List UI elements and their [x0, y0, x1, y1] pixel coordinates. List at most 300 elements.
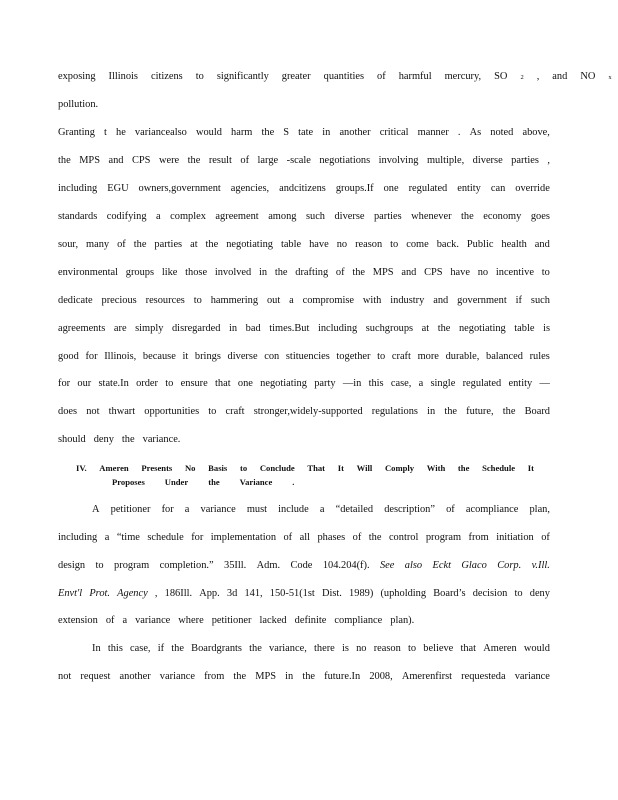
word: have	[309, 239, 329, 250]
word: implementation	[210, 532, 277, 543]
word: of	[377, 71, 386, 82]
heading-word: IV.	[76, 463, 87, 473]
word: environmental	[58, 267, 119, 278]
heading-word: Under	[164, 477, 189, 487]
word: whenever	[411, 211, 452, 222]
word: would	[195, 127, 222, 138]
word: agreement	[215, 211, 259, 222]
word: parties	[154, 239, 183, 250]
text-line	[58, 71, 612, 82]
text-line	[58, 267, 550, 278]
word: mercury,	[444, 71, 482, 82]
word: another	[119, 671, 151, 682]
word: is	[341, 643, 349, 654]
word: variance	[200, 504, 236, 515]
word: the	[121, 434, 135, 445]
word: of	[335, 267, 345, 278]
heading-word: the	[208, 477, 220, 487]
word: the	[437, 323, 451, 334]
word: the	[461, 211, 474, 222]
word: must	[246, 504, 268, 515]
word: decision	[472, 588, 508, 599]
word: App.	[199, 588, 220, 599]
word: such	[305, 211, 325, 222]
text-line	[58, 295, 550, 306]
word: and	[433, 295, 449, 306]
word: MPS	[372, 267, 394, 278]
word: to	[165, 378, 174, 389]
heading-word: Conclude	[259, 463, 295, 473]
text-line	[58, 588, 550, 599]
word: health	[501, 239, 527, 250]
word: Adm.	[256, 560, 281, 571]
word: Code	[290, 560, 313, 571]
word: the	[249, 643, 262, 654]
word: where	[178, 615, 204, 626]
word: times.But	[269, 323, 310, 334]
word: to	[195, 71, 204, 82]
word: for	[191, 532, 204, 543]
word: of	[240, 155, 250, 166]
word: 1989)	[349, 588, 374, 599]
word: description”	[384, 504, 435, 515]
word: of	[105, 615, 115, 626]
word: durable,	[445, 351, 480, 362]
word: 3d	[226, 588, 238, 599]
word: Board	[524, 406, 550, 417]
word: diverse	[472, 155, 503, 166]
word: andcitizens	[279, 183, 326, 194]
word: CPS	[424, 267, 443, 278]
word: harm	[231, 127, 253, 138]
heading-word: No	[184, 463, 196, 473]
word: 141,	[244, 588, 263, 599]
word: SO	[494, 71, 508, 82]
heading-word: That	[307, 463, 326, 473]
word: future,	[466, 406, 494, 417]
word: significantly	[216, 71, 269, 82]
word: MPS	[79, 155, 100, 166]
word: negotiations	[319, 155, 371, 166]
word: program	[114, 560, 150, 571]
word: Boardgrants	[191, 643, 242, 654]
word: regulations	[371, 406, 418, 417]
word: “time	[116, 532, 140, 543]
word: to	[95, 560, 104, 571]
word: with	[362, 295, 382, 306]
word: of	[541, 532, 550, 543]
word: request	[80, 671, 111, 682]
word: —	[539, 378, 550, 389]
word: compliance	[334, 615, 383, 626]
word: dedicate	[58, 295, 93, 306]
word: agencies,	[230, 183, 270, 194]
word: of	[117, 239, 126, 250]
word: including	[317, 323, 358, 334]
word: EGU	[107, 183, 129, 194]
word: variance	[135, 615, 171, 626]
word: variancealso	[134, 127, 187, 138]
word: ,	[536, 71, 540, 82]
word: 150-51(1st	[269, 588, 315, 599]
word: reason	[355, 239, 383, 250]
word: case,	[130, 643, 151, 654]
word: v.Ill.	[531, 560, 550, 571]
word: the	[444, 406, 458, 417]
word: bad	[245, 323, 261, 334]
heading-word: to	[239, 463, 248, 473]
word: 2	[520, 74, 524, 81]
word: that	[215, 378, 231, 389]
word: also	[404, 560, 423, 571]
word: NO	[580, 71, 596, 82]
word: reason	[373, 643, 401, 654]
word: the	[133, 239, 147, 250]
word: a	[184, 504, 190, 515]
word: regulated	[408, 183, 448, 194]
word: the	[302, 671, 316, 682]
word: if	[157, 643, 165, 654]
word: such	[530, 295, 550, 306]
word: not	[86, 406, 100, 417]
word: hammering	[210, 295, 259, 306]
word: plan,	[529, 504, 550, 515]
word: regulated	[462, 378, 502, 389]
word: this	[107, 643, 123, 654]
heading-word: Presents	[141, 463, 173, 473]
word: in	[427, 406, 436, 417]
word: CPS	[131, 155, 151, 166]
word: for	[161, 504, 174, 515]
word: opportunities	[144, 406, 200, 417]
word: if	[515, 295, 523, 306]
word: another	[339, 127, 371, 138]
word: economy	[483, 211, 522, 222]
word: agreements	[58, 323, 106, 334]
word: because	[142, 351, 176, 362]
word: a	[319, 504, 325, 515]
word: craft	[391, 351, 411, 362]
word: is	[543, 323, 550, 334]
word: parties	[373, 211, 402, 222]
word: include	[278, 504, 309, 515]
word: from	[204, 671, 225, 682]
word: groups	[125, 267, 155, 278]
word: stituencies	[285, 351, 330, 362]
word: more	[417, 351, 439, 362]
word: in	[322, 127, 331, 138]
word: disregarded	[171, 323, 221, 334]
text-line	[58, 671, 550, 682]
word: for	[58, 378, 71, 389]
word: compromise	[302, 295, 354, 306]
word: together	[336, 351, 371, 362]
word: to	[541, 267, 550, 278]
word: single	[430, 378, 456, 389]
word: harmful	[398, 71, 432, 82]
heading-word: Proposes	[112, 477, 145, 487]
word: parties	[511, 155, 539, 166]
heading-word: Comply	[384, 463, 415, 473]
word: extension	[58, 615, 98, 626]
word: precious	[101, 295, 137, 306]
heading-word: Variance	[239, 477, 273, 487]
word: the	[233, 671, 247, 682]
word: ensure	[180, 378, 208, 389]
word: owners,government	[138, 183, 221, 194]
word: completion.”	[159, 560, 214, 571]
word: the	[58, 155, 71, 166]
word: back.	[436, 239, 459, 250]
word: groups.If	[335, 183, 374, 194]
heading-word: It	[337, 463, 344, 473]
word: override	[515, 183, 550, 194]
heading-word: Will	[356, 463, 373, 473]
word: he	[116, 127, 126, 138]
word: negotiating	[458, 323, 506, 334]
word: tate	[298, 127, 314, 138]
word: including	[58, 532, 98, 543]
word: involving	[378, 155, 419, 166]
text-line	[58, 378, 550, 389]
word: it	[182, 351, 189, 362]
word: complex	[170, 211, 206, 222]
word: “detailed	[335, 504, 374, 515]
heading-word: .	[292, 477, 295, 487]
word: from	[468, 532, 489, 543]
word: petitioner	[211, 615, 252, 626]
word: requesteda	[461, 671, 506, 682]
word: Glaco	[461, 560, 487, 571]
word: there	[314, 643, 335, 654]
word: of	[283, 532, 293, 543]
word: con	[264, 351, 280, 362]
word: large	[257, 155, 279, 166]
word: and	[108, 155, 124, 166]
word: S	[283, 127, 290, 138]
word: plan).	[390, 615, 415, 626]
word: to	[377, 351, 386, 362]
word: thwart	[108, 406, 136, 417]
word: acompliance	[465, 504, 519, 515]
word: goes	[530, 211, 550, 222]
word: variance,	[269, 643, 307, 654]
word: entity	[457, 183, 481, 194]
word: this	[368, 378, 384, 389]
word: and	[401, 267, 417, 278]
word: drafting	[295, 267, 329, 278]
word: A	[92, 504, 100, 515]
word: and	[534, 239, 550, 250]
text-line	[58, 239, 550, 250]
word: stronger,widely-supported	[253, 406, 363, 417]
word: would	[523, 643, 550, 654]
word: -scale	[286, 155, 311, 166]
word: deny	[93, 434, 114, 445]
text-line	[58, 615, 550, 626]
word: those	[185, 267, 208, 278]
word: greater	[281, 71, 311, 82]
word: manner	[417, 127, 449, 138]
word: have	[450, 267, 470, 278]
word: no	[336, 239, 348, 250]
word: lacked	[259, 615, 287, 626]
word: suchgroups	[365, 323, 414, 334]
word: Corp.	[497, 560, 522, 571]
word: ,	[154, 588, 158, 599]
word: exposing	[58, 71, 96, 82]
word: the	[261, 127, 275, 138]
text-line	[58, 155, 550, 166]
heading-word: Ameren	[99, 463, 129, 473]
word: craft	[225, 406, 245, 417]
word: Granting	[58, 127, 95, 138]
word: phases	[317, 532, 346, 543]
word: one	[383, 183, 399, 194]
word: Ameren	[483, 643, 517, 654]
word: variance.	[142, 434, 181, 445]
word: one	[237, 378, 253, 389]
word: table	[280, 239, 302, 250]
text-line	[58, 323, 550, 334]
word: t	[104, 127, 107, 138]
text-line	[58, 560, 550, 571]
word: a	[156, 211, 161, 222]
word: 104.204(f).	[322, 560, 370, 571]
word: Public	[466, 239, 494, 250]
word: among	[268, 211, 297, 222]
word: ,	[547, 155, 550, 166]
word: in	[258, 267, 268, 278]
word: can	[490, 183, 506, 194]
text-line	[58, 99, 550, 110]
word: no	[356, 643, 367, 654]
word: the	[205, 239, 219, 250]
word: multiple,	[426, 155, 465, 166]
word: deny	[529, 588, 550, 599]
word: standards	[58, 211, 98, 222]
word: initiation	[496, 532, 534, 543]
word: definite	[294, 615, 327, 626]
word: codifying	[106, 211, 147, 222]
word: at	[421, 323, 430, 334]
word: pollution.	[58, 99, 99, 110]
word: to	[408, 643, 417, 654]
word: incentive	[495, 267, 534, 278]
word: citizens	[150, 71, 183, 82]
word: Agency	[117, 588, 148, 599]
word: the	[187, 155, 201, 166]
text-line	[92, 643, 550, 654]
word: were	[158, 155, 180, 166]
word: the	[502, 406, 516, 417]
word: order	[136, 378, 159, 389]
word: simply	[135, 323, 164, 334]
word: variance	[159, 671, 195, 682]
heading-word: the	[457, 463, 470, 473]
heading-word: With	[426, 463, 446, 473]
word: —in	[342, 378, 362, 389]
word: a	[418, 378, 424, 389]
word: to	[193, 295, 202, 306]
word: to	[390, 239, 399, 250]
word: of	[446, 504, 455, 515]
word: good	[58, 351, 79, 362]
word: resources	[145, 295, 185, 306]
word: out	[266, 295, 281, 306]
text-line	[58, 406, 550, 417]
word: schedule	[147, 532, 184, 543]
heading-word: Basis	[208, 463, 228, 473]
word: including	[58, 183, 98, 194]
word: a	[289, 295, 294, 306]
word: program	[425, 532, 462, 543]
word: state.In	[98, 378, 129, 389]
word: case,	[390, 378, 412, 389]
word: a	[104, 532, 110, 543]
word: .	[457, 127, 461, 138]
text-line	[58, 127, 550, 138]
heading-word: It	[527, 463, 534, 473]
word: in	[285, 671, 294, 682]
word: In	[92, 643, 101, 654]
word: all	[299, 532, 310, 543]
word: 35Ill.	[224, 560, 247, 571]
section-heading-line-1	[76, 463, 534, 473]
section-heading-line-2	[112, 477, 294, 487]
word: sour,	[58, 239, 79, 250]
word: the	[352, 267, 366, 278]
word: x	[608, 74, 612, 81]
word: Dist.	[321, 588, 342, 599]
word: no	[477, 267, 489, 278]
word: to	[208, 406, 217, 417]
word: noted	[490, 127, 514, 138]
word: result	[208, 155, 232, 166]
word: design	[58, 560, 86, 571]
word: does	[58, 406, 78, 417]
word: (upholding	[380, 588, 427, 599]
word: are	[113, 323, 127, 334]
word: and	[552, 71, 568, 82]
word: industry	[390, 295, 425, 306]
word: future.In	[324, 671, 361, 682]
word: party	[314, 378, 336, 389]
word: critical	[379, 127, 409, 138]
word: Eckt	[432, 560, 451, 571]
word: diverse	[227, 351, 258, 362]
word: balanced	[486, 351, 523, 362]
word: a	[122, 615, 128, 626]
word: rules	[529, 351, 550, 362]
word: at	[190, 239, 198, 250]
word: not	[58, 671, 72, 682]
heading-word: Schedule	[482, 463, 516, 473]
word: the	[368, 532, 382, 543]
word: 2008,	[369, 671, 393, 682]
word: of	[352, 532, 362, 543]
word: 186Ill.	[164, 588, 193, 599]
word: entity	[508, 378, 533, 389]
text-line	[58, 434, 550, 445]
word: MPS	[255, 671, 277, 682]
text-line	[58, 183, 550, 194]
text-line	[58, 351, 550, 362]
word: quantities	[323, 71, 365, 82]
word: government	[457, 295, 507, 306]
word: table	[514, 323, 535, 334]
text-line	[58, 211, 550, 222]
